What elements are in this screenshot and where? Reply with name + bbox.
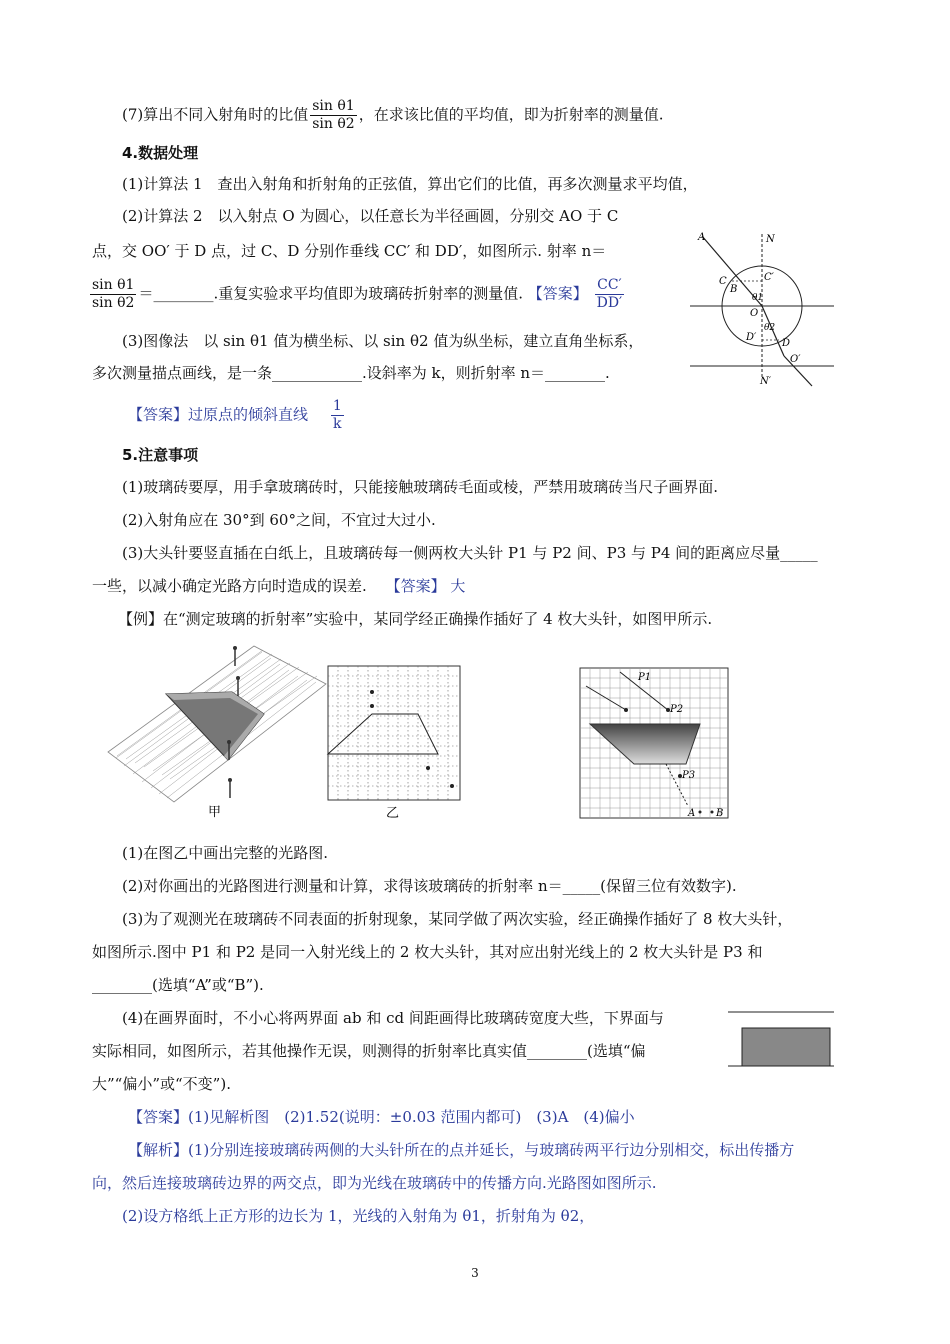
section-5-title: 5.注意事项 (122, 446, 199, 464)
note3-line1: (3)大头针要竖直插在白纸上，且玻璃砖每一侧两枚大头针 P1 与 P2 间、P3 与 P4 间的距离应尽量_____ (122, 544, 818, 562)
label-C: C (719, 276, 727, 287)
section-4-title: 4.数据处理 (122, 144, 199, 162)
calc2-answer: $\frac{CC'}{DD'}$ (596, 277, 623, 311)
label-D-prime: D′ (746, 332, 757, 343)
step7: (7)算出不同入射角时的比值 $\frac{\text{sin θ1}}{\text{sin θ2}}$ ，在求该比值的平均值，即为折射率的测量值. (122, 98, 664, 132)
analysis-line3: (2)设方格纸上正方形的边长为 1，光线的入射角为 θ1，折射角为 θ2， (122, 1207, 595, 1225)
question-4-line1: (4)在画界面时，不小心将两界面 ab 和 cd 间距画得比玻璃砖宽度大些，下界面与 (122, 1009, 664, 1027)
calc2-line2: 点，交 OO′ 于 D 点，过 C、D 分别作垂线 CC′ 和 DD′，如图所示. 射率 n＝ (92, 242, 607, 260)
calc2-line3: $\frac{\text{sin θ1}}{\text{sin θ2}}$ ＝________.重复实验求平均值即为玻璃砖折射率的测量值. 【答案】 $\frac{CC'}{DD'}$ (92, 277, 623, 311)
label-O: O (750, 308, 759, 319)
example-intro: 【例】在“测定玻璃的折射率”实验中，某同学经正确操作插好了 4 枚大头针，如图甲所示. (118, 610, 713, 628)
figure-yi-grid (326, 664, 462, 822)
image-method-line2: 多次测量描点画线，是一条____________.设斜率为 k，则折射率 n＝________. (92, 364, 610, 382)
label-theta1: θ1 (752, 293, 764, 303)
note1: (1)玻璃砖要厚，用手拿玻璃砖时，只能接触玻璃砖毛面或棱，严禁用玻璃砖当尺子画界面. (122, 478, 719, 496)
label-B: B (730, 284, 738, 295)
calc2-answer-tag: 【答案】 (527, 284, 588, 303)
question-3-line2: 如图所示.图中 P1 和 P2 是同一入射光线上的 2 枚大头针，其对应出射光线上的 2 枚大头针是 P3 和 (92, 943, 763, 961)
label-jia: 甲 (208, 805, 222, 820)
refraction-circle-figure (686, 226, 838, 388)
question-2: (2)对你画出的光路图进行测量和计算，求得该玻璃砖的折射率 n＝_____(保留三位有效数字). (122, 877, 737, 895)
note3-line2: 一些，以减小确定光路方向时造成的误差. 【答案】 大 (92, 577, 466, 595)
question-4-line2: 实际相同，如图所示，若其他操作无误，则测得的折射率比真实值________(选填“偏 (92, 1042, 646, 1060)
label-D: D (782, 338, 791, 349)
interface-figure (726, 1008, 836, 1072)
note2: (2)入射角应在 30°到 60°之间，不宜过大过小. (122, 511, 436, 529)
analysis-line2: 向，然后连接玻璃砖边界的两交点，即为光线在玻璃砖中的传播方向.光路图如图所示. (92, 1174, 657, 1192)
image-method-answer: 【答案】过原点的倾斜直线 $\frac{1}{k}$ (128, 398, 342, 432)
label-yi: 乙 (386, 806, 400, 821)
calc2-line1: (2)计算法 2 以入射点 O 为圆心，以任意长为半径画圆，分别交 AO 于 C (122, 207, 619, 225)
label-N: N (766, 234, 775, 245)
label-P2: P2 (670, 704, 684, 715)
label-O-prime: O′ (790, 354, 801, 365)
figure-jia-perspective (104, 642, 328, 822)
glass-brick (742, 1028, 830, 1066)
label-A: A (698, 232, 706, 243)
image-method-line1: (3)图像法 以 sin θ1 值为横坐标、以 sin θ2 值为纵坐标，建立直角坐标系， (122, 332, 644, 350)
label-C-prime: C′ (764, 272, 774, 283)
label-B: B (716, 808, 724, 819)
question-4-line3: 大”“偏小”或“不变”). (92, 1075, 231, 1093)
calc1-text: (1)计算法 1 查出入射角和折射角的正弦值，算出它们的比值，再多次测量求平均值， (122, 175, 698, 193)
question-3-line1: (3)为了观测光在玻璃砖不同表面的折射现象，某同学做了两次实验，经正确操作插好了 8 枚大头针， (122, 910, 793, 928)
page-number: 3 (471, 1266, 479, 1280)
calc2-fraction: $\frac{\text{sin θ1}}{\text{sin θ2}}$ (92, 277, 135, 311)
analysis-line1: 【解析】(1)分别连接玻璃砖两侧的大头针所在的点并延长，与玻璃砖两平行边分别相交，标出传播方 (128, 1141, 795, 1159)
label-theta2: θ2 (764, 323, 776, 333)
step7-fraction: $\frac{\text{sin θ1}}{\text{sin θ2}}$ (312, 98, 355, 132)
example-answer: 【答案】(1)见解析图 (2)1.52(说明：±0.03 范围内都可) (3)A (4)偏小 (128, 1108, 635, 1126)
label-A: A (688, 808, 696, 819)
label-P1: P1 (638, 672, 652, 683)
label-N-prime: N′ (760, 376, 772, 387)
label-P3: P3 (682, 770, 696, 781)
image-answer-fraction: $\frac{1}{k}$ (332, 398, 342, 432)
question-1: (1)在图乙中画出完整的光路图. (122, 844, 329, 862)
figure-pins-grid (576, 666, 732, 820)
question-3-line3: ________(选填“A”或“B”). (92, 976, 264, 994)
